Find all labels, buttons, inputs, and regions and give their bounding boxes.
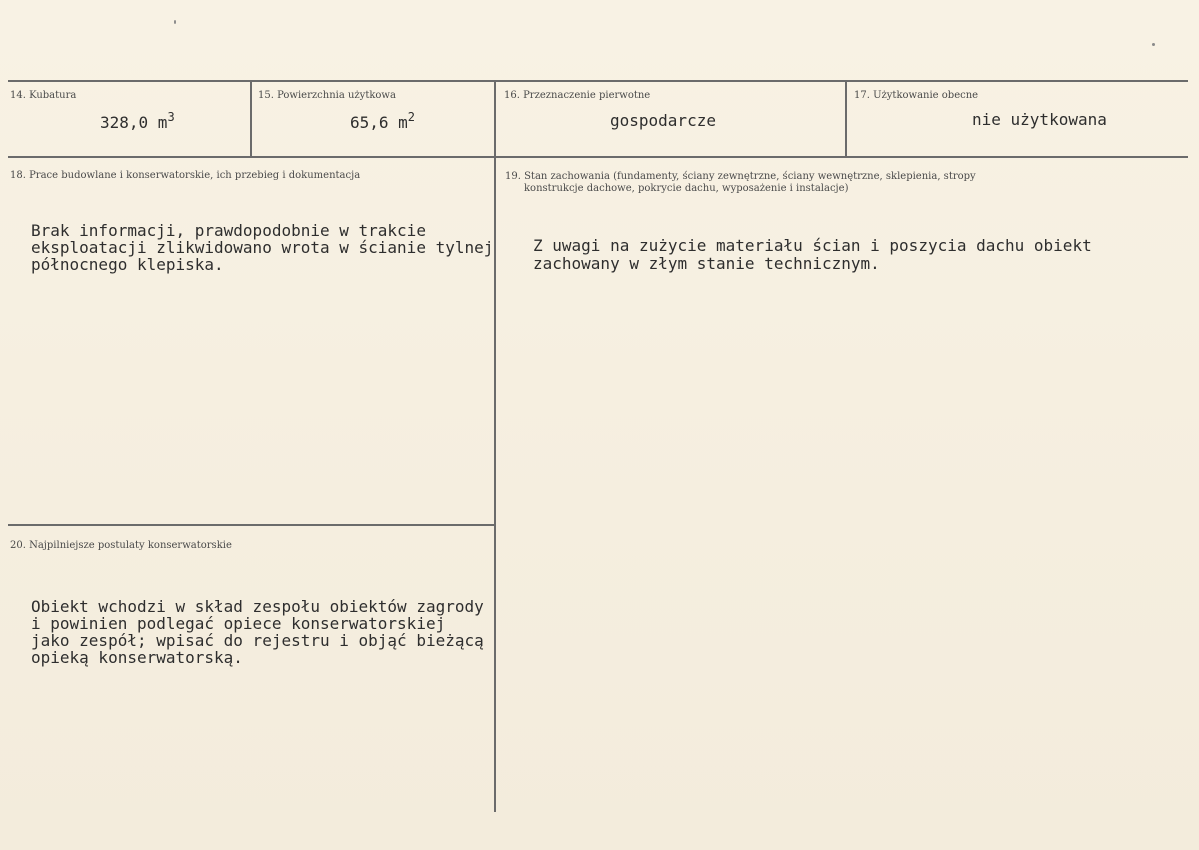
left-split-rule bbox=[8, 524, 496, 526]
divider-main bbox=[494, 80, 496, 812]
field-15-number: 65,6 m bbox=[350, 113, 408, 132]
field-15-exponent: 2 bbox=[407, 110, 416, 124]
field-14-value bbox=[100, 110, 175, 133]
top-rule bbox=[8, 80, 1188, 82]
field-20-line-2: i powinien podlegać opiece konserwatorskiej bbox=[31, 614, 446, 633]
field-18-line-2: eksploatacji zlikwidowano wrota w ścianie tylnej bbox=[31, 238, 494, 257]
field-19-line-2: zachowany w złym stanie technicznym. bbox=[533, 254, 880, 273]
field-18-line-3: północnego klepiska. bbox=[31, 255, 224, 274]
field-16-value: gospodarcze bbox=[610, 111, 716, 130]
field-14-label: 14. Kubatura bbox=[10, 90, 77, 101]
paper-speck bbox=[174, 20, 176, 24]
field-20-line-1: Obiekt wchodzi w skład zespołu obiektów zagrody bbox=[31, 597, 484, 616]
paper-speck bbox=[1152, 43, 1155, 46]
field-14-exponent: 3 bbox=[167, 110, 175, 124]
field-19-line-1: Z uwagi na zużycie materiału ścian i poszycia dachu obiekt bbox=[533, 236, 1092, 255]
field-15-value bbox=[350, 110, 416, 133]
field-18-label: 18. Prace budowlane i konserwatorskie, ich przebieg i dokumentacja bbox=[10, 170, 361, 181]
field-20-line-4: opieką konserwatorską. bbox=[31, 648, 243, 667]
field-19-label: 19. Stan zachowania (fundamenty, ściany zewnętrzne, ściany wewnętrzne, sklepienia, stropy bbox=[505, 171, 976, 182]
field-14-number: 328,0 m bbox=[100, 113, 168, 132]
field-16-label: 16. Przeznaczenie pierwotne bbox=[504, 90, 651, 101]
field-17-label: 17. Użytkowanie obecne bbox=[854, 90, 979, 101]
field-15-label: 15. Powierzchnia użytkowa bbox=[258, 90, 396, 101]
field-19-label-cont: konstrukcje dachowe, pokrycie dachu, wyposażenie i instalacje) bbox=[524, 183, 849, 194]
divider-16-17 bbox=[845, 80, 847, 158]
field-20-label: 20. Najpilniejsze postulaty konserwatorskie bbox=[10, 540, 232, 551]
field-20-line-3: jako zespół; wpisać do rejestru i objąć bieżącą bbox=[31, 631, 484, 650]
divider-14-15 bbox=[250, 80, 252, 158]
row1-bottom-rule bbox=[8, 156, 1188, 158]
field-18-line-1: Brak informacji, prawdopodobnie w trakcie bbox=[31, 221, 426, 240]
field-17-value: nie użytkowana bbox=[972, 110, 1107, 129]
